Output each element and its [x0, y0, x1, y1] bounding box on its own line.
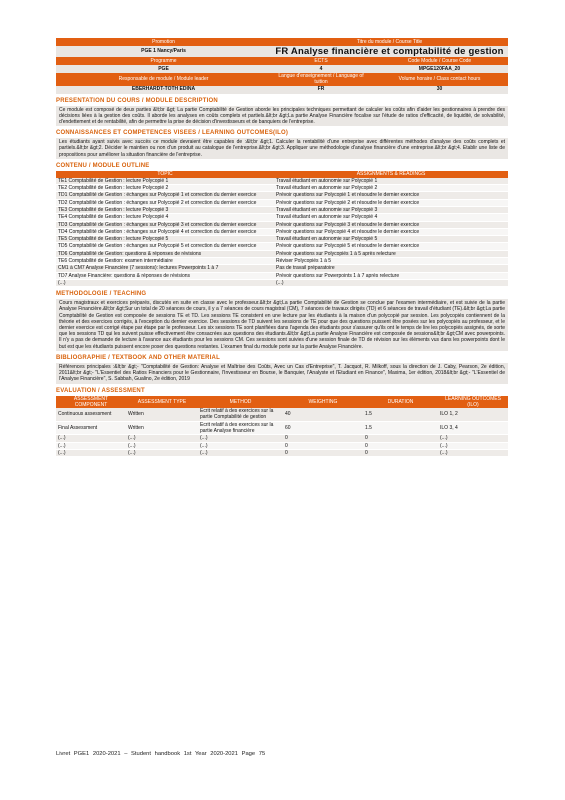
outline-assignment-cell: Travail étudiant en autonomie sur Polycopié 5 [274, 236, 508, 243]
outline-assignment-cell: Prévoir questions sur Polycopié 5 et résoudre le dernier exercice [274, 243, 508, 250]
assessment-row [56, 449, 508, 456]
outline-topic-cell: TE3 Comptabilité de Gestion : lecture Polycopié 3 [56, 207, 274, 214]
assessment-cell: 0 [363, 435, 438, 442]
methodologie-text: Cours magistraux et exercices préparés, discutés en suite en classe avec le professeur.&lt;br &gt;La partie Comptabilité de Gestion se conclue par l'examen intermédiaire, et est suivie de la partie Analyse Financière.&lt;br &gt;Sur un total de 20 séances de cours, il y a 7 séances de cours magistral (CM), 7 séances de travaux dirigés (TD) et 6 séances de travail d'étudiant (TE).&lt;br &gt;La partie Comptabilité de Gestion est composée de sessions TE et TD. Les sessions TE consistent en une lecture par les étudiants à la maison d'un polycopié par session. Les polycopiés contiennent de la théorie et des exercices corrigés, à l'exception du dernier exercice. Des sessions de TD suivent les sessions de TE pour que des questions puissent être posées sur les polycopiés au professeur, et le dernier exercice est corrigé étape par étape par le professeur. Les six sessions TE sont planifiées dans l'agenda des étudiants pour s'assurer qu'ils ont le temps de lire les polycopiés assignés, de sorte que les sessions TD qui les suivent puisse effectivement être consacrées aux questions des étudiants.&lt;br &gt;La partie Analyse Financière est composée de sessions&lt;br &gt;CM avec powerpoints. Il n'y a pas de demande de lecture à l'avance aux étudiants pour les sessions CM. Ces sessions sont suivies d'une session finale de TD de révision sur les éléments vus dans les powerpoints dont le but est que les étudiants puissent encore poser des questions restantes. L'examen final du module porte sur la partie Analyse Financière. [56, 299, 508, 351]
outline-assignment-cell: Prévoir questions sur Polycopiés 1 à 5 après relecture [274, 250, 508, 257]
promotion-value: PGE 1 Nancy/Paris [141, 48, 186, 55]
assessment-cell: (...) [56, 435, 126, 442]
presentation-heading: PRESENTATION DU COURS / MODULE DESCRIPTION [56, 97, 218, 104]
competences-heading: CONNAISSANCES ET COMPETENCES VISEES / LEARNING OUTCOMES(ILO) [56, 130, 289, 137]
module-leader-value: EBERHARDT-TOTH EDINA [131, 86, 196, 93]
assessment-column-header: ASSESSMENT TYPE [126, 396, 198, 409]
assessment-cell: Written [126, 421, 198, 435]
page-footer: Livret PGE1 2020-2021 – Student handbook 1st Year 2020-2021 Page 75 [56, 751, 266, 757]
assessment-cell: (...) [56, 449, 126, 456]
outline-topic-cell: TE1 Comptabilité de Gestion : lecture Polycopié 1 [56, 178, 274, 185]
contact-hours-value: 30 [436, 86, 443, 93]
ects-value: 4 [319, 65, 323, 72]
outline-row [56, 243, 508, 250]
promotion-label: Promotion [56, 38, 271, 46]
outline-topic-cell: TD7 Analyse Financière: questions & réponses de révisions [56, 272, 274, 279]
assessment-cell: ILO 1, 2 [438, 408, 508, 421]
competences-text: Les étudiants ayant suivis avec succès ce module devraient être capables de :&lt;br &gt;1. Calculer la rentabilité d'une entreprise avec différentes méthodes d'analyse des coûts complets et partiels.&lt;br &gt;2. Décider le maintien ou non d'un produit au catalogue de l'entreprise.&lt;br &gt;3. Appliquer une méthodologie d'analyse financière d'une entreprise.&lt;br &gt;4. Etablir une liste de propositions pour améliorer la situation financière de l'entreprise. [56, 138, 508, 159]
outline-rows [56, 178, 508, 287]
outline-topic-cell: CM1 à CM7 Analyse Financière (7 sessions): lectures Powerpoints 1 à 7 [56, 265, 274, 272]
outline-row [56, 199, 508, 206]
course-title-label: Titre du module / Course Title [271, 38, 508, 46]
outline-topic-cell: (...) [56, 279, 274, 286]
outline-topic-cell: TD5 Comptabilité de Gestion : échanges sur Polycopié 5 et correction du dernier exercice [56, 243, 274, 250]
contact-hours-label: Volume horaire / Class contact hours [371, 73, 508, 86]
assessment-table [56, 396, 508, 458]
methodologie-heading: METHODOLOGIE / TEACHING [56, 291, 147, 298]
assessment-row [56, 408, 508, 421]
topic-column-header: TOPIC [56, 171, 274, 178]
assessment-cell: (...) [126, 442, 198, 449]
outline-topic-cell: TD4 Comptabilité de Gestion : échanges sur Polycopié 4 et correction du dernier exercice [56, 228, 274, 235]
outline-assignment-cell: Travail étudiant en autonomie sur Polycopié 2 [274, 185, 508, 192]
assessment-cell: 40 [283, 408, 363, 421]
outline-row [56, 236, 508, 243]
outline-row [56, 214, 508, 221]
outline-assignment-cell: Travail étudiant en autonomie sur Polycopié 3 [274, 207, 508, 214]
assessment-cell: 0 [363, 449, 438, 456]
assessment-cell: (...) [438, 442, 508, 449]
outline-row [56, 258, 508, 265]
outline-assignment-cell: Travail étudiant en autonomie sur Polycopié 4 [274, 214, 508, 221]
assessment-cell: Final Assessment [56, 421, 126, 435]
assessment-cell: (...) [438, 435, 508, 442]
course-code-label: Code Module / Course Code [371, 57, 508, 65]
outline-row [56, 192, 508, 199]
outline-assignment-cell: Prévoir questions sur Powerpoints 1 à 7 après relecture [274, 272, 508, 279]
outline-assignment-cell: Travail étudiant en autonomie sur Polycopié 1 [274, 178, 508, 185]
outline-assignment-cell: Prévoir questions sur Polycopié 2 et résoudre le dernier exercice [274, 199, 508, 206]
outline-row [56, 228, 508, 235]
assessment-cell: Ecrit relatif à des exercices sur la partie Comptabilité de gestion [198, 408, 283, 421]
outline-topic-cell: TD1 Comptabilité de Gestion : échanges sur Polycopié 1 et correction du dernier exercice [56, 192, 274, 199]
assessment-cell: (...) [126, 449, 198, 456]
assessment-cell: Ecrit relatif à des exercices sur la partie Analyse financière [198, 421, 283, 435]
bibliographie-text: Références principales :&lt;br &gt;- "Comptabilité de Gestion: Analyse et Maîtrise des Coûts, Avec un Cas d'Entreprise", T. Jacquot, R. Milkoff, sous la direction de J. Caby, Pearson, 2e édition, 2011&lt;br &gt;- "L'Essentiel des Ratios Financiers pour le Gestionnaire, l'Investisseur en Bourse, le Banquier, l'Analyste et l'Etudiant en Finance", Maxima, 1er édition, 2018&lt;br &gt;- "L'Essentiel de l'Analyse Financière", S. Sabbah, Gualino, 2e édition, 2019 [56, 363, 508, 384]
outline-row [56, 207, 508, 214]
module-header-table [56, 38, 508, 94]
outline-topic-cell: TE6 Comptabilité de Gestion: examen intermédiaire [56, 258, 274, 265]
assessment-column-header: ASSESSMENT COMPONENT [56, 396, 126, 409]
outline-assignment-cell: Prévoir questions sur Polycopié 4 et résoudre le dernier exercice [274, 228, 508, 235]
outline-assignment-cell: Prévoir questions sur Polycopié 3 et résoudre le dernier exercice [274, 221, 508, 228]
assessment-cell: ILO 3, 4 [438, 421, 508, 435]
assessment-row [56, 421, 508, 435]
assignments-column-header: ASSIGNMENTS & READINGS [274, 171, 508, 178]
outline-topic-cell: TD2 Comptabilité de Gestion : échanges sur Polycopié 2 et correction du dernier exercice [56, 199, 274, 206]
assessment-header-row [56, 396, 508, 409]
presentation-text: Ce module est composé de deux parties &lt;br &gt; La partie Comptabilité de Gestion aborde les principales techniques permettant de calculer les coûts afin d'aider les gestionnaires à prendre des décisions liées à la gestion des coûts. Il aborde les analyses en coûts complets et partiels.&lt;br &gt;La partie Analyse Financière focalise sur l'étude de ratios d'efficacité, de liquidité, de solvabilité, d'endettement et de rentabilité, afin de permettre la prise de décision d'investisseurs et de banquiers de l'entreprise. [56, 106, 508, 127]
assessment-cell: Continuous assessment [56, 408, 126, 421]
assessment-cell: (...) [198, 442, 283, 449]
assessment-row [56, 442, 508, 449]
outline-assignment-cell: (...) [274, 279, 508, 286]
assessment-row [56, 435, 508, 442]
outline-topic-cell: TE4 Comptabilité de Gestion : lecture Polycopié 4 [56, 214, 274, 221]
assessment-cell: 0 [283, 442, 363, 449]
assessment-column-header: METHOD [198, 396, 283, 409]
outline-row [56, 221, 508, 228]
assessment-cell: (...) [198, 449, 283, 456]
outline-topic-cell: TE5 Comptabilité de Gestion : lecture Polycopié 5 [56, 236, 274, 243]
assessment-cell: 60 [283, 421, 363, 435]
outline-topic-cell: TE2 Comptabilité de Gestion : lecture Polycopié 2 [56, 185, 274, 192]
outline-row [56, 265, 508, 272]
assessment-cell: (...) [126, 435, 198, 442]
module-outline-table [56, 171, 508, 287]
assessment-cell: Written [126, 408, 198, 421]
module-leader-label: Responsable de module / Module leader [56, 73, 271, 86]
course-code-value: MPGE120FAA_20 [418, 65, 461, 72]
outline-row [56, 279, 508, 286]
assessment-rows [56, 408, 508, 457]
outline-row [56, 272, 508, 279]
language-value: FR [317, 86, 325, 93]
assessment-cell: (...) [198, 435, 283, 442]
assessment-cell: 1.5 [363, 421, 438, 435]
outline-assignment-cell: Réviser Polycopiés 1 à 5 [274, 258, 508, 265]
module-sheet [56, 38, 508, 457]
language-label: Langue d'enseignement / Language of tuition [271, 73, 371, 86]
assessment-column-header: WEIGHTING [283, 396, 363, 409]
assessment-cell: 0 [283, 449, 363, 456]
bibliographie-heading: BIBLIOGRAPHIE / TEXTBOOK AND OTHER MATERIAL [56, 354, 220, 361]
ects-label: ECTS [271, 57, 371, 65]
assessment-column-header: DURATION [363, 396, 438, 409]
outline-assignment-cell: Prévoir questions sur Polycopié 1 et résoudre le dernier exercice [274, 192, 508, 199]
assessment-cell: 1.5 [363, 408, 438, 421]
programme-value: PGE [158, 65, 169, 72]
outline-row [56, 185, 508, 192]
assessment-cell: 0 [363, 442, 438, 449]
assessment-column-header: LEARNING OUTCOMES (ILO) [438, 396, 508, 409]
outline-row [56, 250, 508, 257]
outline-assignment-cell: Pas de travail préparatoire [274, 265, 508, 272]
assessment-cell: (...) [438, 449, 508, 456]
outline-row [56, 178, 508, 185]
programme-label: Programme [56, 57, 271, 65]
evaluation-heading: EVALUATION / ASSESSMENT [56, 387, 145, 394]
course-title-value: FR Analyse financière et comptabilité de gestion [275, 46, 504, 57]
contenu-heading: CONTENU / MODULE OUTLINE [56, 162, 150, 169]
outline-topic-cell: TD6 Comptabilité de Gestion: questions & réponses de révisions [56, 250, 274, 257]
assessment-cell: (...) [56, 442, 126, 449]
outline-topic-cell: TD3 Comptabilité de Gestion : échanges sur Polycopié 3 et correction du dernier exercice [56, 221, 274, 228]
assessment-cell: 0 [283, 435, 363, 442]
